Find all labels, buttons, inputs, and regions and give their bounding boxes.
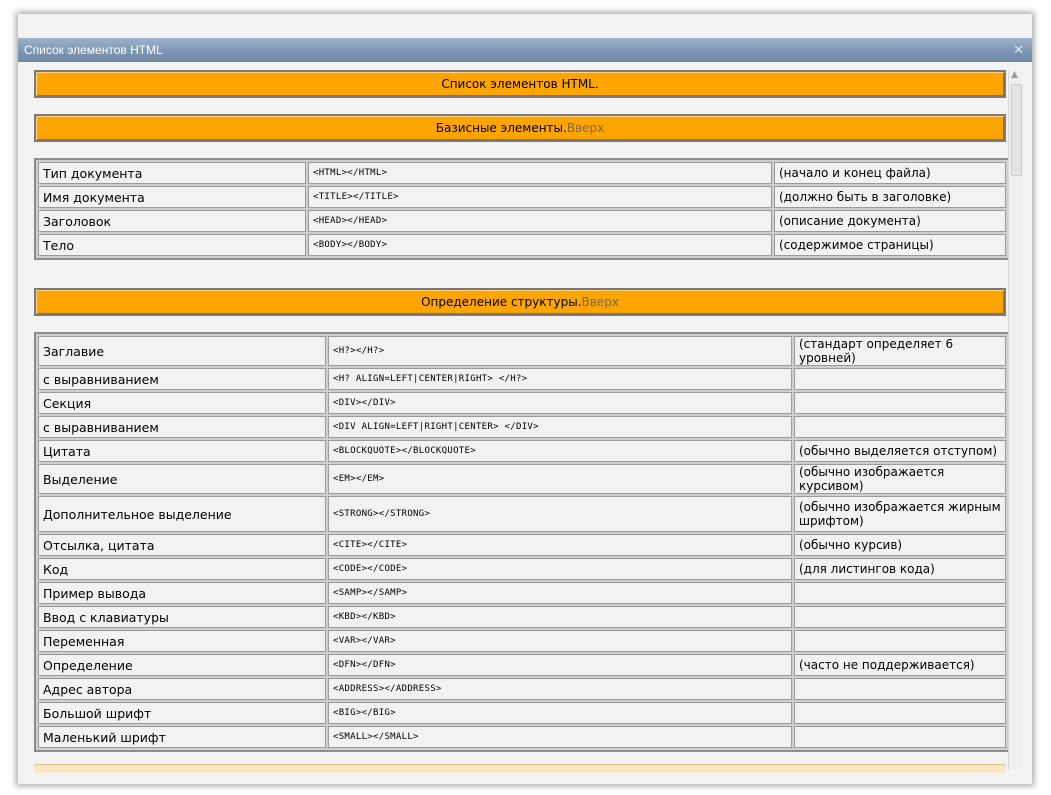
element-name-cell: Отсылка, цитата	[38, 534, 326, 556]
next-section-band-peek	[34, 764, 1006, 773]
table-row	[38, 534, 1006, 556]
tag-code-cell: <CODE></CODE>	[328, 558, 792, 580]
table-basic-elements	[34, 158, 1010, 260]
table-row	[38, 210, 1006, 232]
table-row	[38, 368, 1006, 390]
element-name-cell: с выравниванием	[38, 416, 326, 438]
up-link-basic[interactable]: Вверх	[566, 121, 605, 135]
table-row	[38, 726, 1006, 748]
up-link-structure[interactable]: Вверх	[581, 295, 619, 309]
note-cell: (стандарт определяет 6 уровней)	[794, 336, 1006, 366]
note-cell	[794, 726, 1006, 748]
tag-code-cell: <SAMP></SAMP>	[328, 582, 792, 604]
tag-code-cell: <CITE></CITE>	[328, 534, 792, 556]
element-name-cell: Секция	[38, 392, 326, 414]
element-name-cell: Заголовок	[38, 210, 306, 232]
note-cell: (часто не поддерживается)	[794, 654, 1006, 676]
element-name-cell: Большой шрифт	[38, 702, 326, 724]
element-name-cell: Дополнительное выделение	[38, 496, 326, 532]
note-cell: (для листингов кода)	[794, 558, 1006, 580]
table-row	[38, 234, 1006, 256]
element-name-cell: Цитата	[38, 440, 326, 462]
tag-code-cell: <EM></EM>	[328, 464, 792, 494]
element-name-cell: Адрес автора	[38, 678, 326, 700]
note-cell	[794, 606, 1006, 628]
scroll-up-arrow-icon[interactable]: ▲	[1011, 70, 1018, 80]
note-cell	[794, 416, 1006, 438]
vertical-scrollbar[interactable]	[1008, 70, 1023, 770]
window-title: Список элементов HTML	[24, 43, 163, 57]
note-cell: (обычно изображается курсивом)	[794, 464, 1006, 494]
note-cell	[794, 678, 1006, 700]
table-row	[38, 496, 1006, 532]
element-name-cell: Маленький шрифт	[38, 726, 326, 748]
table-row	[38, 440, 1006, 462]
element-name-cell: Определение	[38, 654, 326, 676]
section-band-basic	[34, 114, 1006, 142]
note-cell	[794, 630, 1006, 652]
tag-code-cell: <H? ALIGN=LEFT|CENTER|RIGHT> </H?>	[328, 368, 792, 390]
scrollbar-thumb[interactable]	[1011, 84, 1022, 176]
table-row	[38, 582, 1006, 604]
element-name-cell: Заглавие	[38, 336, 326, 366]
tag-code-cell: <KBD></KBD>	[328, 606, 792, 628]
page-title: Список элементов HTML.	[441, 77, 599, 91]
tag-code-cell: <DIV ALIGN=LEFT|RIGHT|CENTER> </DIV>	[328, 416, 792, 438]
section-band-structure	[34, 288, 1006, 316]
table-row	[38, 464, 1006, 494]
tag-code-cell: <BODY></BODY>	[308, 234, 772, 256]
note-cell: (обычно выделяется отступом)	[794, 440, 1006, 462]
table-row	[38, 678, 1006, 700]
tag-code-cell: <STRONG></STRONG>	[328, 496, 792, 532]
element-name-cell: Имя документа	[38, 186, 306, 208]
table-row	[38, 392, 1006, 414]
element-name-cell: Тип документа	[38, 162, 306, 184]
tag-code-cell: <H?></H?>	[328, 336, 792, 366]
table-row	[38, 186, 1006, 208]
element-name-cell: Ввод с клавиатуры	[38, 606, 326, 628]
note-cell	[794, 702, 1006, 724]
note-cell: (обычно курсив)	[794, 534, 1006, 556]
section-title-basic: Базисные элементы.	[435, 121, 567, 135]
note-cell	[794, 392, 1006, 414]
tag-code-cell: <SMALL></SMALL>	[328, 726, 792, 748]
element-name-cell: Выделение	[38, 464, 326, 494]
tag-code-cell: <TITLE></TITLE>	[308, 186, 772, 208]
note-cell: (обычно изображается жирным шрифтом)	[794, 496, 1006, 532]
element-name-cell: Пример вывода	[38, 582, 326, 604]
table-row	[38, 606, 1006, 628]
table-structure-elements	[34, 332, 1010, 752]
note-cell: (содержимое страницы)	[774, 234, 1006, 256]
table-row	[38, 336, 1006, 366]
note-cell: (описание документа)	[774, 210, 1006, 232]
table-row	[38, 416, 1006, 438]
element-name-cell: Тело	[38, 234, 306, 256]
tag-code-cell: <VAR></VAR>	[328, 630, 792, 652]
tag-code-cell: <ADDRESS></ADDRESS>	[328, 678, 792, 700]
table-row	[38, 702, 1006, 724]
element-name-cell: Переменная	[38, 630, 326, 652]
header-band	[34, 70, 1006, 98]
note-cell: (начало и конец файла)	[774, 162, 1006, 184]
note-cell	[794, 368, 1006, 390]
table-row	[38, 162, 1006, 184]
tag-code-cell: <HTML></HTML>	[308, 162, 772, 184]
element-name-cell: с выравниванием	[38, 368, 326, 390]
element-name-cell: Код	[38, 558, 326, 580]
tag-code-cell: <DIV></DIV>	[328, 392, 792, 414]
window-titlebar	[18, 38, 1032, 62]
table-row	[38, 558, 1006, 580]
tag-code-cell: <BIG></BIG>	[328, 702, 792, 724]
table-row	[38, 654, 1006, 676]
note-cell	[794, 582, 1006, 604]
note-cell: (должно быть в заголовке)	[774, 186, 1006, 208]
tag-code-cell: <BLOCKQUOTE></BLOCKQUOTE>	[328, 440, 792, 462]
close-icon[interactable]: ✕	[1013, 42, 1024, 57]
table-row	[38, 630, 1006, 652]
tag-code-cell: <HEAD></HEAD>	[308, 210, 772, 232]
tag-code-cell: <DFN></DFN>	[328, 654, 792, 676]
section-title-structure: Определение структуры.	[421, 295, 582, 309]
